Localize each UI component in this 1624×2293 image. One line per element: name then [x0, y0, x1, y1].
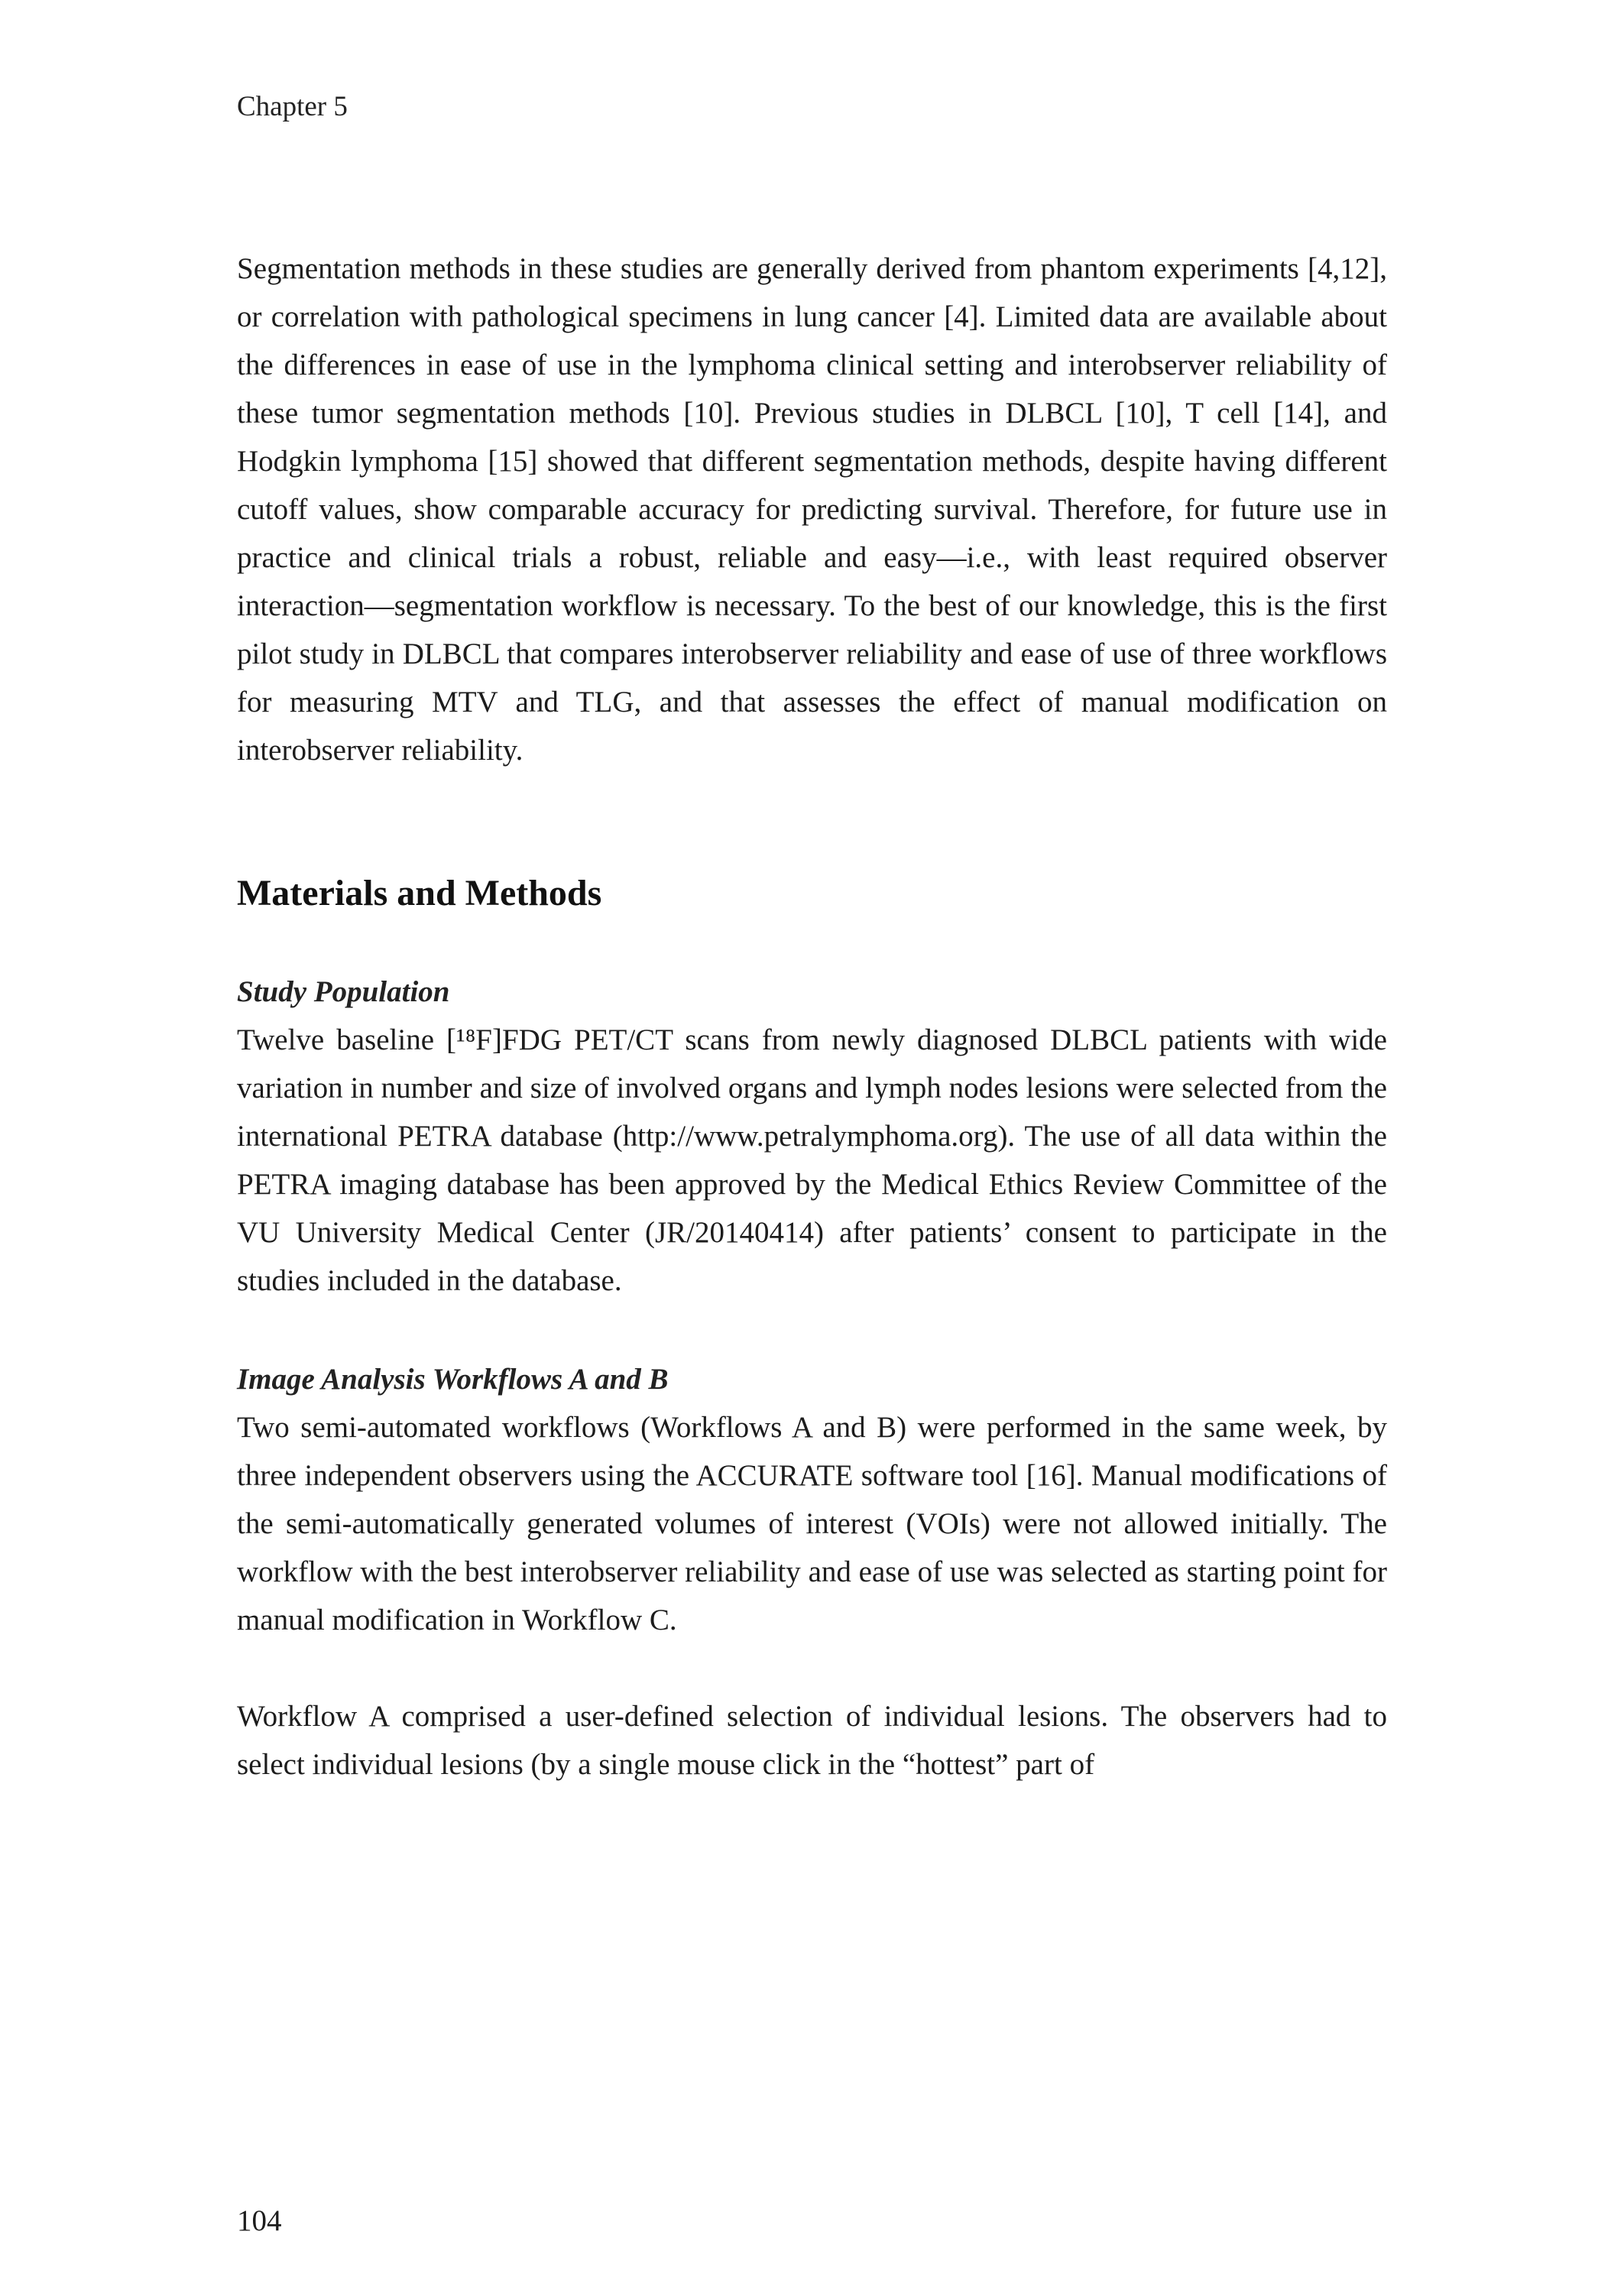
running-header-chapter: Chapter 5 — [237, 91, 348, 122]
image-analysis-paragraph-2: Workflow A comprised a user-defined selection of individual lesions. The observers had to select individual lesions (by a single mouse click in the “hottest” part of — [237, 1700, 1387, 1781]
page-number: 104 — [237, 2204, 282, 2237]
subheading-image-analysis-workflows: Image Analysis Workflows A and B — [237, 1363, 669, 1396]
subheading-study-population: Study Population — [237, 975, 450, 1008]
section-heading-materials-and-methods: Materials and Methods — [237, 873, 602, 913]
study-population-paragraph: Twelve baseline [¹⁸F]FDG PET/CT scans from newly diagnosed DLBCL patients with wide variation in number and size of involved organs and lymph nodes lesions were selected from the international PETRA database (http://www.petralymphoma.org). The use of all data within the PETRA imaging database has been approved by the Medical Ethics Review Committee of the VU University Medical Center (JR/20140414) after patients’ consent to participate in the studies included in the database. — [237, 1023, 1387, 1297]
image-analysis-paragraph-1: Two semi-automated workflows (Workflows A and B) were performed in the same week, by three independent observers using the ACCURATE software tool [16]. Manual modifications of the semi-automatically generated volumes of interest (VOIs) were not allowed initially. The workflow with the best interobserver reliability and ease of use was selected as starting point for manual modification in Workflow C. — [237, 1411, 1387, 1636]
intro-paragraph: Segmentation methods in these studies are generally derived from phantom experiments [4,12], or correlation with pathological specimens in lung cancer [4]. Limited data are available about the differences in ease of use in the lymphoma clinical setting and interobserver reliability of these tumor segmentation methods [10]. Previous studies in DLBCL [10], T cell [14], and Hodgkin lymphoma [15] showed that different segmentation methods, despite having different cutoff values, show comparable accuracy for predicting survival. Therefore, for future use in practice and clinical trials a robust, reliable and easy—i.e., with least required observer interaction—segmentation workflow is necessary. To the best of our knowledge, this is the first pilot study in DLBCL that compares interobserver reliability and ease of use of three workflows for measuring MTV and TLG, and that assesses the effect of manual modification on interobserver reliability. — [237, 252, 1387, 767]
